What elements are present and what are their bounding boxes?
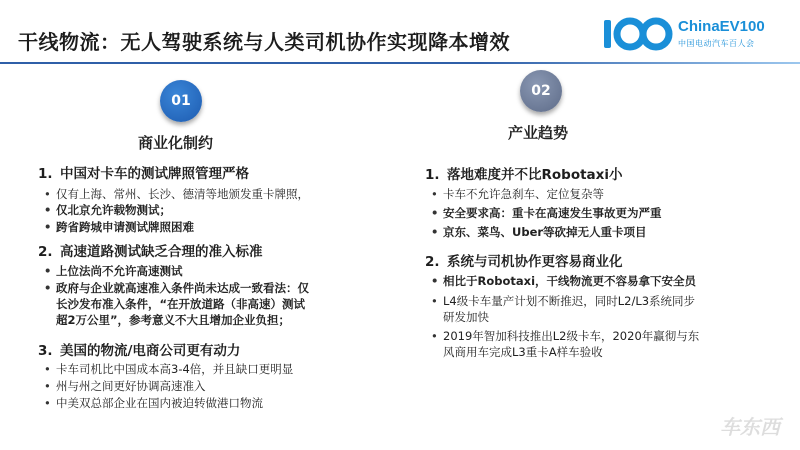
list-item: • 上位法尚不允许高速测试 xyxy=(56,263,183,279)
list-item: • 跨省跨城申请测试牌照困难 xyxy=(56,219,194,235)
right-section-1-title: 1. 落地难度并不比Robotaxi小 xyxy=(425,167,623,183)
list-item: • L4级卡车量产计划不断推迟，同时L2/L3系统同步 研发加快 xyxy=(443,293,695,325)
list-item: • 2019年智加科技推出L2级卡车，2020年赢彻与东 风商用车完成L3重卡A样车验收 xyxy=(443,328,699,360)
list-item: • 仅有上海、常州、长沙、德清等地颁发重卡牌照， xyxy=(56,186,309,202)
left-section-2-title: 2. 高速道路测试缺乏合理的准入标准 xyxy=(38,244,263,260)
list-item: • 政府与企业就高速准入条件尚未达成一致看法：仅 长沙发布准入条件，“在开放道路（非高速）测试 超2万公里”，参考意义不大且增加企业负担； xyxy=(56,280,309,328)
list-item: • 京东、菜鸟、Uber等砍掉无人重卡项目 xyxy=(443,224,647,240)
logo-subtitle: 中国电动汽车百人会 xyxy=(678,39,755,48)
header-divider xyxy=(0,62,800,64)
list-item: • 相比于Robotaxi，干线物流更不容易拿下安全员 xyxy=(443,273,696,289)
list-item: • 卡车司机比中国成本高3-4倍，并且缺口更明显 xyxy=(56,361,293,377)
list-item: • 仅北京允许载物测试； xyxy=(56,202,171,218)
list-item: • 中美双总部企业在国内被迫转做港口物流 xyxy=(56,395,263,411)
list-item: • 州与州之间更好协调高速准入 xyxy=(56,378,206,394)
left-section-1-title: 1. 中国对卡车的测试牌照管理严格 xyxy=(38,166,249,182)
logo-mark-text: ChinaEV100 xyxy=(678,18,765,35)
list-item: • 卡车不允许急刹车、定位复杂等 xyxy=(443,186,604,202)
page-title: 干线物流：无人驾驶系统与人类司机协作实现降本增效 xyxy=(18,30,510,54)
right-section-2-title: 2. 系统与司机协作更容易商业化 xyxy=(425,254,623,270)
badge-02: 02 xyxy=(520,70,562,112)
chinaev100-logo xyxy=(602,8,792,56)
watermark: 车东西 xyxy=(720,415,780,439)
list-item: • 安全要求高：重卡在高速发生事故更为严重 xyxy=(443,205,662,221)
right-heading: 产业趋势 xyxy=(508,124,569,142)
logo-rings-icon xyxy=(602,14,674,54)
left-section-3-title: 3. 美国的物流/电商公司更有动力 xyxy=(38,343,241,359)
left-heading: 商业化制约 xyxy=(138,134,214,152)
badge-01: 01 xyxy=(160,80,202,122)
